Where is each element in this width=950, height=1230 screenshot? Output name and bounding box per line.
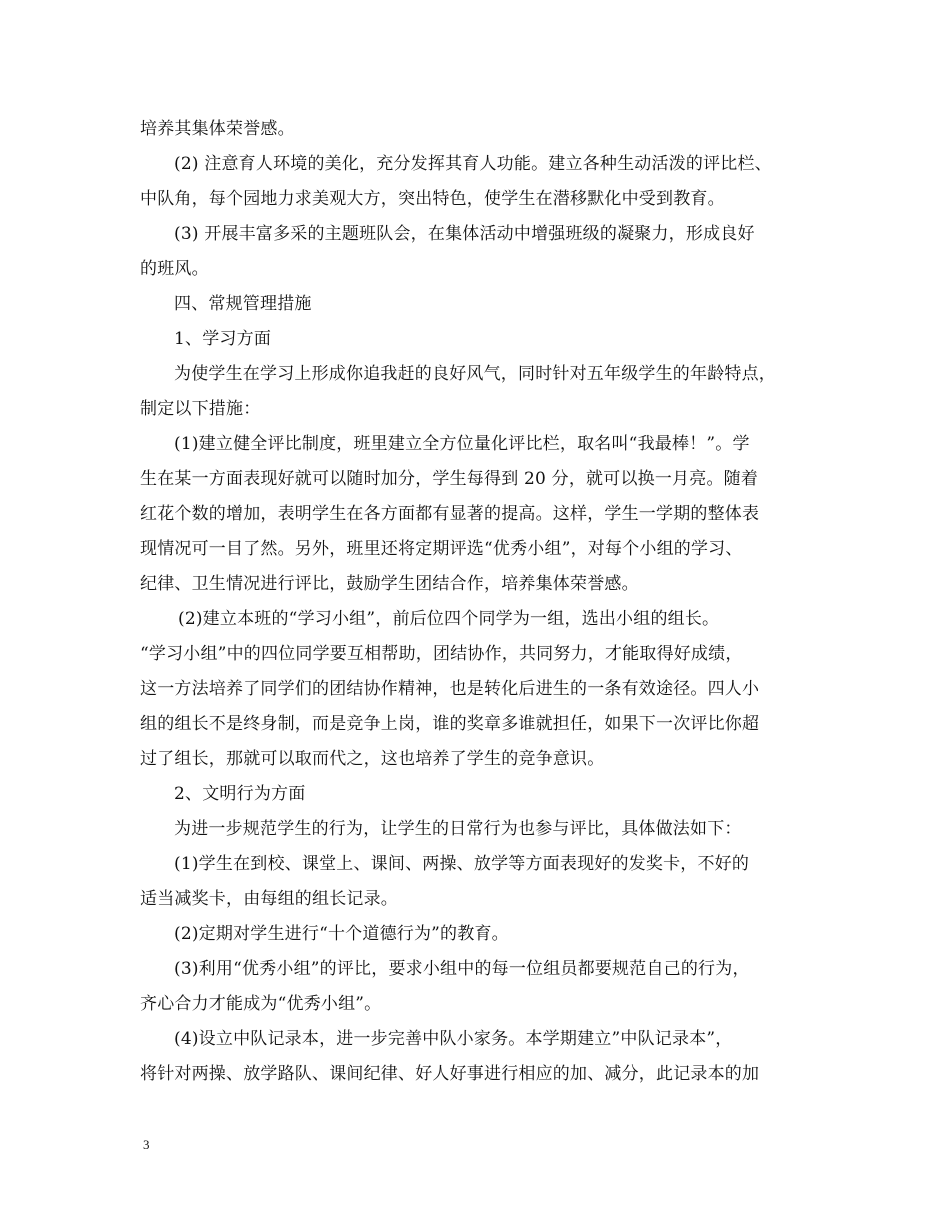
text-line: 生在某一方面表现好就可以随时加分，学生每得到 20 分，就可以换一月亮。随着 [140, 469, 759, 489]
text-line: 组的组长不是终身制，而是竞争上岗，谁的奖章多谁就担任，如果下一次评比你超 [140, 714, 760, 734]
text-line: (3)利用“优秀小组”的评比，要求小组中的每一位组员都要规范自己的行为， [174, 959, 750, 979]
text-line: 纪律、卫生情况进行评比，鼓励学生团结合作，培养集体荣誉感。 [140, 574, 639, 594]
text-line: (3) 开展丰富多采的主题班队会，在集体活动中增强班级的凝聚力，形成良好 [174, 224, 755, 244]
text-line: (1)建立健全评比制度，班里建立全方位量化评比栏，取名叫“我最棒！”。学 [174, 434, 750, 454]
section-heading: 四、常规管理措施 [174, 294, 312, 314]
text-line: 制定以下措施： [140, 399, 261, 419]
text-line: (2)建立本班的“学习小组”，前后位四个同学为一组，选出小组的组长。 [178, 609, 720, 629]
text-line: (2) 注意育人环境的美化，充分发挥其育人功能。建立各种生动活泼的评比栏、 [174, 154, 772, 174]
text-line: 为使学生在学习上形成你追我赶的良好风气，同时针对五年级学生的年龄特点， [174, 364, 776, 384]
text-line: (4)设立中队记录本，进一步完善中队小家务。本学期建立”中队记录本”， [174, 1029, 733, 1049]
text-line: 的班风。 [140, 259, 209, 279]
text-line: (2)定期对学生进行“十个道德行为”的教育。 [174, 924, 509, 944]
text-line: 将针对两操、放学路队、课间纪律、好人好事进行相应的加、减分，此记录本的加 [140, 1064, 760, 1084]
text-line: 适当减奖卡，由每组的组长记录。 [140, 889, 398, 909]
text-line: (1)学生在到校、课堂上、课间、两操、放学等方面表现好的发奖卡，不好的 [174, 854, 750, 874]
text-line: 培养其集体荣誉感。 [140, 119, 295, 139]
page-number: 3 [143, 1137, 150, 1152]
text-line: 红花个数的增加，表明学生在各方面都有显著的提高。这样，学生一学期的整体表 [140, 504, 760, 524]
subsection-heading: 1、学习方面 [174, 329, 272, 349]
text-line: 这一方法培养了同学们的团结协作精神，也是转化后进生的一条有效途径。四人小 [140, 679, 760, 699]
text-line: 过了组长，那就可以取而代之，这也培养了学生的竞争意识。 [140, 749, 605, 769]
text-line: 中队角，每个园地力求美观大方，突出特色，使学生在潜移默化中受到教育。 [140, 189, 725, 209]
text-line: 齐心合力才能成为“优秀小组”。 [140, 994, 382, 1014]
text-line: “学习小组”中的四位同学要互相帮助，团结协作，共同努力，才能取得好成绩， [140, 644, 743, 664]
subsection-heading: 2、文明行为方面 [174, 784, 306, 804]
text-line: 现情况可一目了然。另外，班里还将定期评选“优秀小组”，对每个小组的学习、 [140, 539, 743, 559]
text-line: 为进一步规范学生的行为，让学生的日常行为也参与评比，具体做法如下： [174, 819, 742, 839]
